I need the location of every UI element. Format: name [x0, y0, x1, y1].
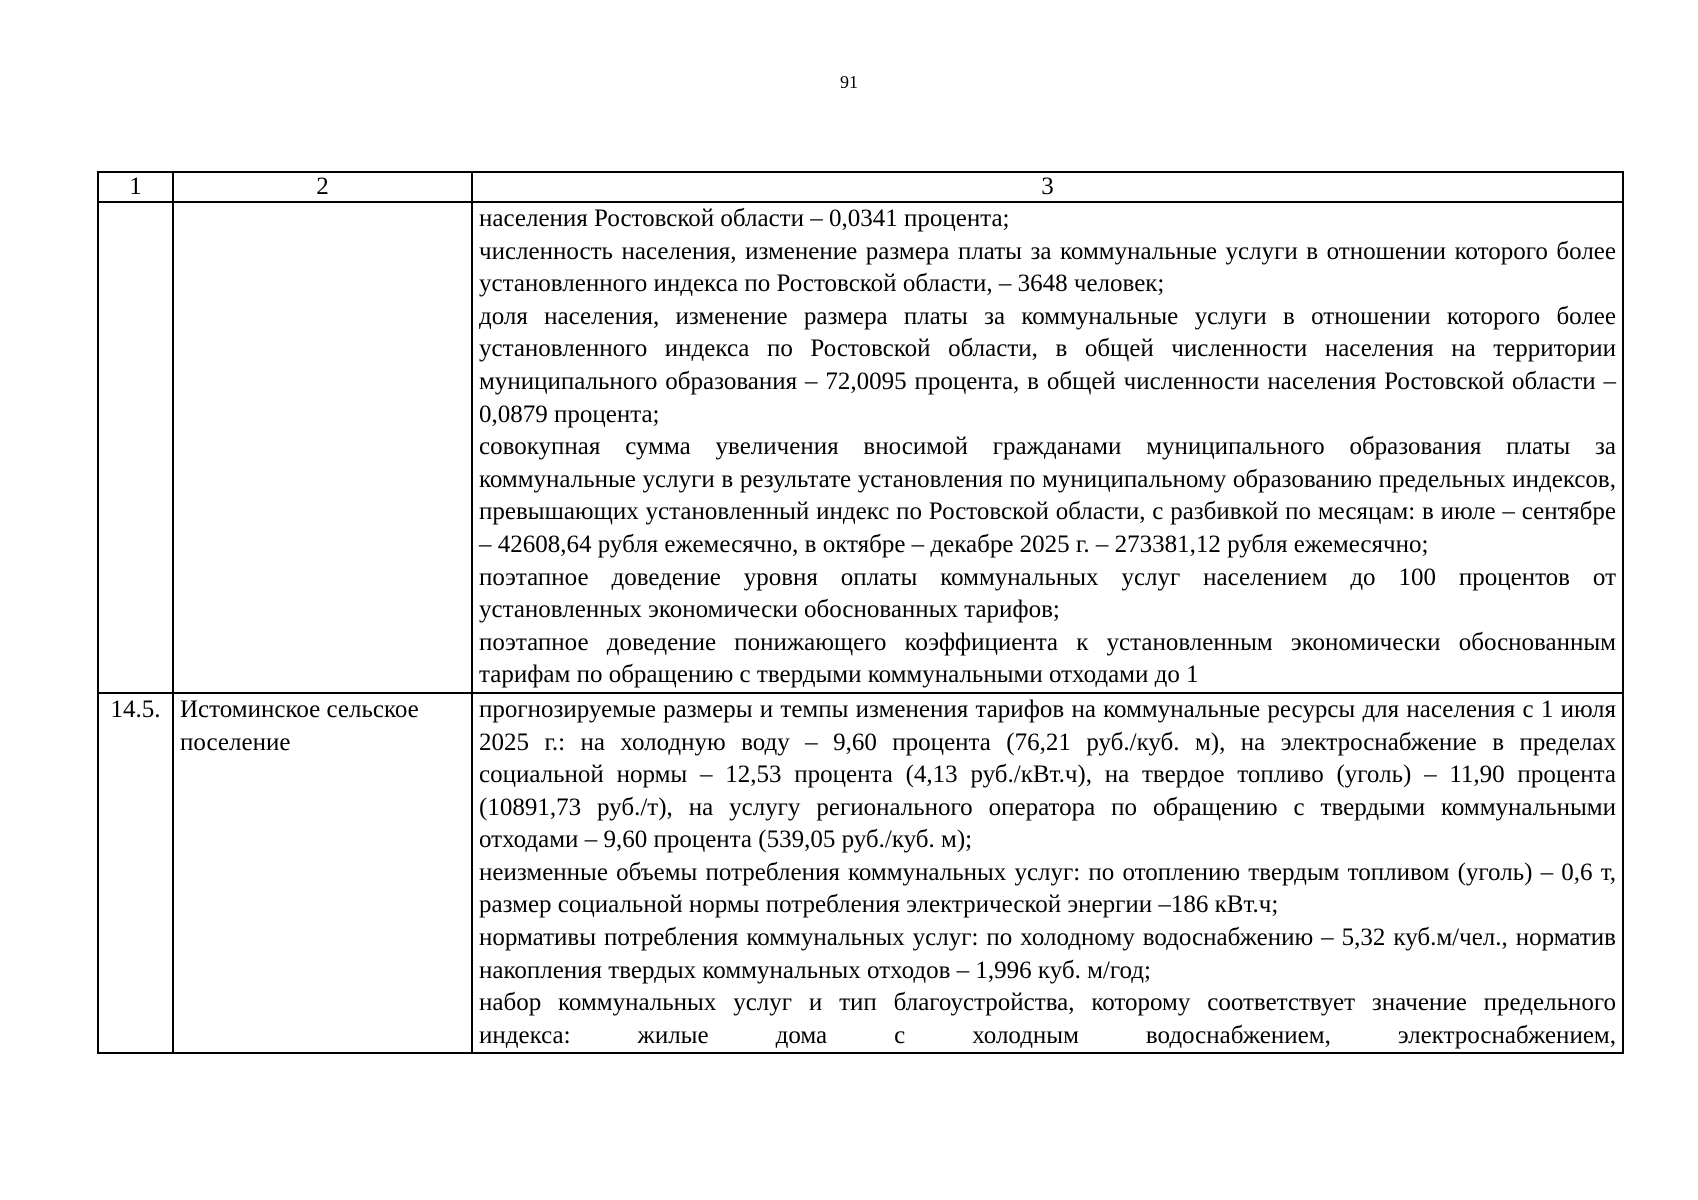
paragraph: нормативы потребления коммунальных услуг: по холодному водоснабжению – 5,32 куб.м/чел., норматив накопления твердых коммунальных отходов – 1,996 куб. м/год;: [479, 924, 1616, 984]
page-number: 91: [840, 72, 858, 92]
row-number: [98, 202, 173, 693]
row-content: [472, 693, 1623, 1054]
municipality-name: [173, 202, 472, 693]
column-header-2: 2: [173, 172, 472, 202]
paragraph: неизменные объемы потребления коммунальных услуг: по отоплению твердым топливом (уголь) – 0,6 т, размер социальной нормы потребления электрической энергии –186 кВт.ч;: [479, 858, 1616, 919]
paragraph: численность населения, изменение размера платы за коммунальные услуги в отношении которого более установленного индекса по Ростовской области, – 3648 человек;: [479, 237, 1616, 298]
tariff-table: [97, 171, 1624, 1054]
table-row: [98, 693, 1623, 1054]
table-header-row: [98, 172, 1623, 202]
paragraph: населения Ростовской области – 0,0341 процента;: [479, 205, 1010, 232]
paragraph: прогнозируемые размеры и темпы изменения тарифов на коммунальные ресурсы для населения с 1 июля 2025 г.: на холодную воду – 9,60 процента (76,21 руб./куб. м), на электроснабжение в пределах социальной нормы – 12,53 процента (4,13 руб./кВт.ч), на твердое топливо (уголь) – 11,90 процента (10891,73 руб./т), на услугу регионального оператора по обращению с твердыми коммунальными отходами – 9,60 процента (539,05 руб./куб. м);: [479, 695, 1616, 854]
paragraph: совокупная сумма увеличения вносимой гражданами муниципального образования платы за коммунальные услуги в результате установления по муниципальному образованию предельных индексов, превышающих установленный индекс по Ростовской области, с разбивкой по месяцам: в июле – сентябре – 42608,64 рубля ежемесячно, в октябре – декабре 2025 г. – 273381,12 рубля ежемесячно;: [479, 433, 1616, 558]
paragraph: поэтапное доведение понижающего коэффициента к установленным экономически обоснованным тарифам по обращению с твердыми коммунальными отходами до 1: [479, 628, 1616, 689]
row-number: 14.5.: [98, 693, 173, 1054]
municipality-name: Истоминское сельское поселение: [173, 693, 472, 1054]
row-content: [472, 202, 1623, 693]
paragraph: поэтапное доведение уровня оплаты коммунальных услуг населением до 100 процентов от установленных экономически обоснованных тарифов;: [479, 563, 1616, 624]
column-header-3: 3: [472, 172, 1623, 202]
table-row: [98, 202, 1623, 693]
paragraph: набор коммунальных услуг и тип благоустройства, которому соответствует значение предельного индекса: жилые дома с холодным водоснабжением, электроснабжением,: [479, 989, 1616, 1049]
paragraph: доля населения, изменение размера платы за коммунальные услуги в отношении которого более установленного индекса по Ростовской области, в общей численности населения на территории муниципального образования – 72,0095 процента, в общей численности населения Ростовской области – 0,0879 процента;: [479, 302, 1616, 428]
column-header-1: 1: [98, 172, 173, 202]
